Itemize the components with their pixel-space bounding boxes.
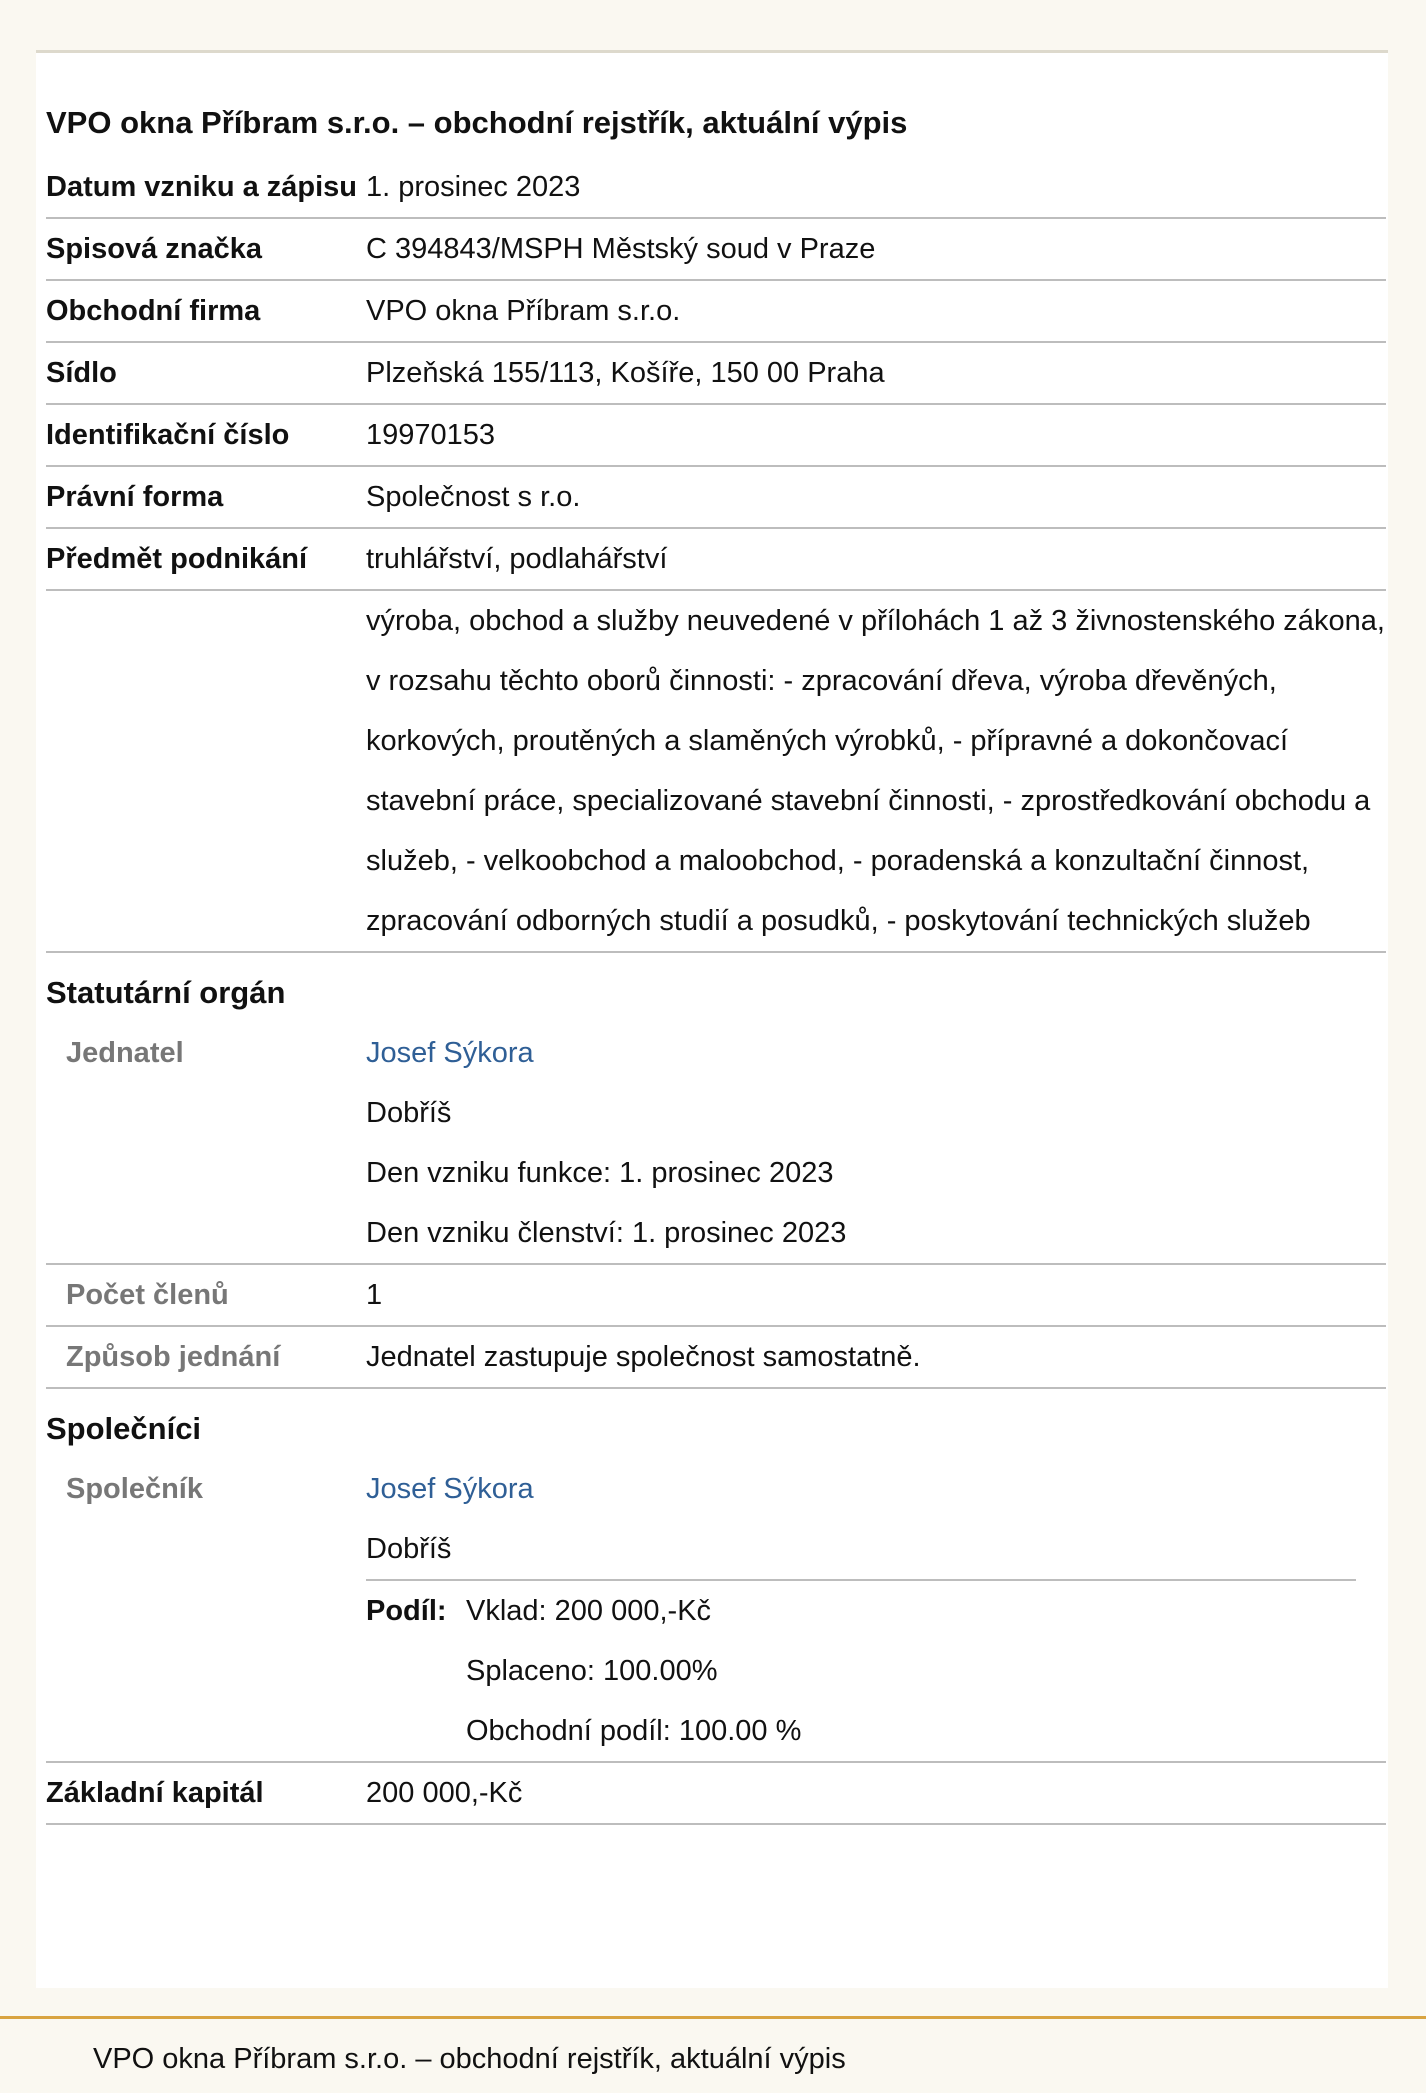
register-extract-sheet [36,50,1388,1988]
business-subject-value-2: výroba, obchod a služby neuvedené v přílohách 1 až 3 živnostenského zákona, v rozsahu těchto oborů činnosti: - zpracování dřeva, výroba dřevěných, korkových, proutěných a slaměných výrobků, - přípravné a dokončovací stavební práce, specializované stavební činnosti, - zprostředkování obchodu a služeb, - velkoobchod a maloobchod, - poradenská a konzultační činnost, zpracování odborných studií a posudků, - poskytování technických služeb [366,605,1385,937]
id-number-value: 19970153 [366,419,496,451]
row-acting-manner [46,1327,1386,1389]
founding-date-value: 1. prosinec 2023 [366,171,581,203]
row-founding-date [46,157,1386,219]
seat-label: Sídlo [46,357,117,389]
statutory-heading: Statutární orgán [46,975,286,1010]
share-capital-label: Základní kapitál [46,1777,264,1809]
row-id-number [46,405,1386,467]
row-members-count [46,1265,1386,1327]
share-capital-value: 200 000,-Kč [366,1777,523,1809]
row-business-subject [46,529,1386,591]
row-partner [46,1459,1386,1763]
document-title: VPO okna Příbram s.r.o. – obchodní rejstřík, aktuální výpis [46,105,908,140]
share-business-share: Obchodní podíl: 100.00 % [466,1715,802,1747]
founding-date-label: Datum vzniku a zápisu [46,171,358,203]
register-table [46,157,1386,1825]
statutory-role-label: Jednatel [66,1037,184,1069]
company-name-value: VPO okna Příbram s.r.o. [366,295,681,327]
row-company-name [46,281,1386,343]
partner-share-box [366,1579,1356,1761]
share-values [466,1581,801,1761]
business-subject-label: Předmět podnikání [46,543,308,575]
statutory-person-place: Dobříš [366,1097,452,1129]
partner-details [366,1459,1386,1761]
row-legal-form [46,467,1386,529]
business-subject-value-1: truhlářství, podlahářství [366,543,668,575]
row-business-subject-cont [46,591,1386,953]
row-seat [46,343,1386,405]
page-footer [0,2016,1426,2093]
partner-person-link[interactable]: Josef Sýkora [366,1473,534,1505]
file-mark-label: Spisová značka [46,233,262,265]
acting-manner-value: Jednatel zastupuje společnost samostatně. [366,1341,921,1373]
function-start-date: Den vzniku funkce: 1. prosinec 2023 [366,1157,834,1189]
share-deposit: Vklad: 200 000,-Kč [466,1595,712,1627]
company-name-label: Obchodní firma [46,295,261,327]
footer-text: VPO okna Příbram s.r.o. – obchodní rejstřík, aktuální výpis [93,2043,846,2075]
legal-form-label: Právní forma [46,481,224,513]
members-count-value: 1 [366,1279,383,1311]
business-subject-empty-label [46,591,366,951]
seat-value: Plzeňská 155/113, Košíře, 150 00 Praha [366,357,885,389]
partner-role-label: Společník [66,1473,203,1505]
row-share-capital [46,1763,1386,1825]
statutory-person-details [366,1023,1386,1263]
statutory-person-link[interactable]: Josef Sýkora [366,1037,534,1069]
acting-manner-label: Způsob jednání [66,1341,281,1373]
share-paid: Splaceno: 100.00% [466,1655,718,1687]
partners-heading: Společníci [46,1411,202,1446]
share-label: Podíl: [366,1595,447,1627]
legal-form-value: Společnost s r.o. [366,481,581,513]
partner-person-place: Dobříš [366,1533,452,1565]
row-file-mark [46,219,1386,281]
id-number-label: Identifikační číslo [46,419,290,451]
file-mark-value: C 394843/MSPH Městský soud v Praze [366,233,876,265]
row-statutory-person [46,1023,1386,1265]
membership-start-date: Den vzniku členství: 1. prosinec 2023 [366,1217,847,1249]
members-count-label: Počet členů [66,1279,229,1311]
